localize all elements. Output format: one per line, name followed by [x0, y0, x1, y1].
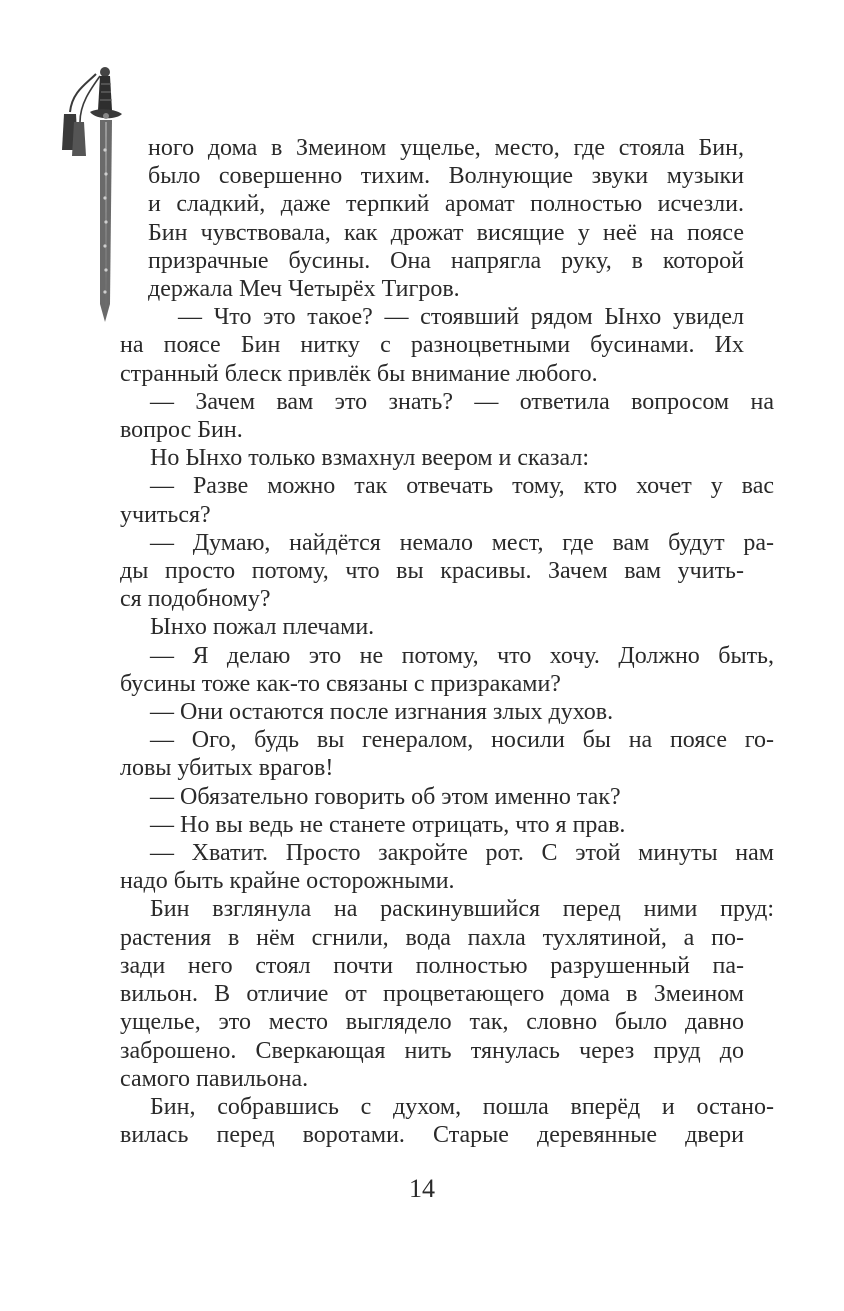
text-line: — Зачем вам это знать? — ответила вопросом на: [150, 388, 774, 415]
text-line: на поясе Бин нитку с разноцветными бусинами. Их: [120, 332, 744, 359]
text-line: вильон. В отличие от процветающего дома в Змеином: [120, 981, 744, 1008]
text-line: — Ого, будь вы генералом, носили бы на поясе го-: [150, 727, 774, 754]
text-line: заброшено. Сверкающая нить тянулась через пруд до: [120, 1037, 744, 1064]
sword-icon: [56, 64, 136, 326]
text-line: Бин взглянула на раскинувшийся перед ними пруд:: [150, 896, 774, 923]
text-line: — Разве можно так отвечать тому, кто хочет у вас: [150, 473, 774, 500]
text-line: призрачные бусины. Она напрягла руку, в которой: [148, 247, 744, 274]
text-line: вопрос Бин.: [120, 417, 243, 444]
text-line: вилась перед воротами. Старые деревянные двери: [120, 1122, 744, 1149]
text-line: — Они остаются после изгнания злых духов.: [150, 699, 614, 726]
text-line: — Что это такое? — стоявший рядом Ынхо увидел: [178, 304, 744, 331]
text-line: — Думаю, найдётся немало мест, где вам будут ра-: [150, 529, 774, 556]
text-line: Но Ынхо только взмахнул веером и сказал:: [150, 445, 589, 472]
text-line: ущелье, это место выглядело так, словно было давно: [120, 1009, 744, 1036]
text-line: ся подобному?: [120, 586, 271, 613]
text-line: самого павильона.: [120, 1065, 309, 1092]
text-line: и сладкий, даже терпкий аромат полностью исчезли.: [148, 191, 744, 218]
text-line: надо быть крайне осторожными.: [120, 868, 455, 895]
text-line: — Обязательно говорить об этом именно так?: [150, 783, 621, 810]
text-line: бусины тоже как-то связаны с призраками?: [120, 670, 561, 697]
text-line: растения в нём сгнили, вода пахла тухлятиной, а по-: [120, 924, 744, 951]
text-line: ды просто потому, что вы красивы. Зачем вам учить-: [120, 558, 744, 585]
text-line: держала Меч Четырёх Тигров.: [148, 276, 460, 303]
text-line: ного дома в Змеином ущелье, место, где стояла Бин,: [148, 135, 744, 161]
text-line: — Хватит. Просто закройте рот. С этой минуты нам: [150, 840, 774, 867]
text-line: Бин, собравшись с духом, пошла вперёд и остано-: [150, 1093, 774, 1120]
text-line: ловы убитых врагов!: [120, 755, 334, 782]
text-line: учиться?: [120, 501, 211, 528]
text-line: — Но вы ведь не станете отрицать, что я прав.: [150, 811, 626, 838]
text-line: было совершенно тихим. Волнующие звуки музыки: [148, 163, 744, 190]
page-number: 14: [409, 1174, 435, 1203]
text-line: зади него стоял почти полностью разрушенный па-: [120, 952, 744, 979]
text-line: Ынхо пожал плечами.: [150, 614, 375, 641]
body-text: [120, 134, 774, 1149]
text-line: — Я делаю это не потому, что хочу. Должно быть,: [150, 642, 774, 669]
text-line: Бин чувствовала, как дрожат висящие у неё на поясе: [148, 219, 744, 246]
text-line: странный блеск привлёк бы внимание любого.: [120, 360, 598, 387]
